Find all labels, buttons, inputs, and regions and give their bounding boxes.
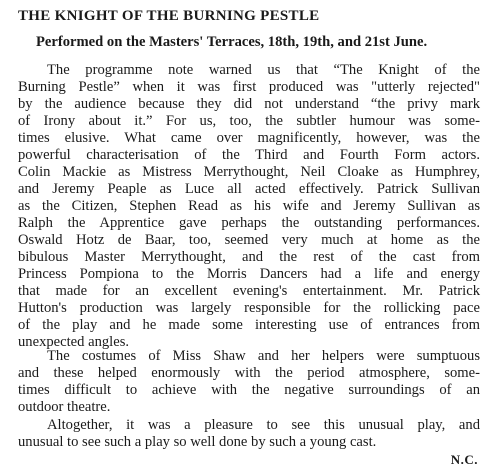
paragraph-line: Altogether, it was a pleasure to see this unusual play, and: [47, 417, 480, 433]
paragraph-line: outdoor theatre.: [18, 399, 111, 415]
paragraph-line: of the play and he made some interesting use of entrances from: [18, 317, 480, 333]
paragraph-line: of Irony about it.” For us, too, the subtler humour was some-: [18, 113, 480, 129]
paragraph-line: times difficult to achieve with the negative surroundings of an: [18, 382, 480, 398]
paragraph-line: that made for an excellent evening's entertainment. Mr. Patrick: [18, 283, 480, 299]
paragraph-line: powerful characterisation of the Third and Fourth Form actors.: [18, 147, 480, 163]
author-initials: N.C.: [450, 452, 478, 467]
article-subtitle: Performed on the Masters' Terraces, 18th, 19th, and 21st June.: [36, 34, 428, 50]
paragraph-line: Princess Pompiona to the Morris Dancers had a life and energy: [18, 266, 480, 282]
paragraph-line: The costumes of Miss Shaw and her helpers were sumptuous: [47, 348, 480, 364]
paragraph-line: Burning Pestle” when it was first produced was "utterly rejected": [18, 79, 480, 95]
paragraph-line: as the Citizen, Stephen Read as his wife and Jeremy Sullivan as: [18, 198, 480, 214]
paragraph-line: and these helped enormously with the period atmosphere, some-: [18, 365, 480, 381]
paragraph-line: The programme note warned us that “The Knight of the: [47, 62, 480, 78]
paragraph-line: Ralph the Apprentice gave perhaps the outstanding performances.: [18, 215, 480, 231]
paragraph-line: and Jeremy Peaple as Luce all acted effectively. Patrick Sullivan: [18, 181, 480, 197]
paragraph-line: unusual to see such a play so well done by such a young cast.: [18, 434, 377, 450]
paragraph-line: Oswald Hotz de Baar, too, seemed very much at home as the: [18, 232, 480, 248]
paragraph-3: [18, 417, 480, 451]
paragraph-line: bibulous Master Merrythought, and the rest of the cast from: [18, 249, 480, 265]
article-title: THE KNIGHT OF THE BURNING PESTLE: [18, 8, 320, 24]
paragraph-line: by the audience because they did not understand “the privy mark: [18, 96, 480, 112]
paragraph-2: [18, 348, 480, 416]
paragraph-line: times elusive. What came over magnificently, however, was the: [18, 130, 480, 146]
paragraph-1: [18, 62, 480, 351]
paragraph-line: Hutton's production was largely responsible for the rollicking pace: [18, 300, 480, 316]
paragraph-line: Colin Mackie as Mistress Merrythought, Neil Cloake as Humphrey,: [18, 164, 480, 180]
paragraph-line: unexpected angles.: [18, 334, 130, 350]
